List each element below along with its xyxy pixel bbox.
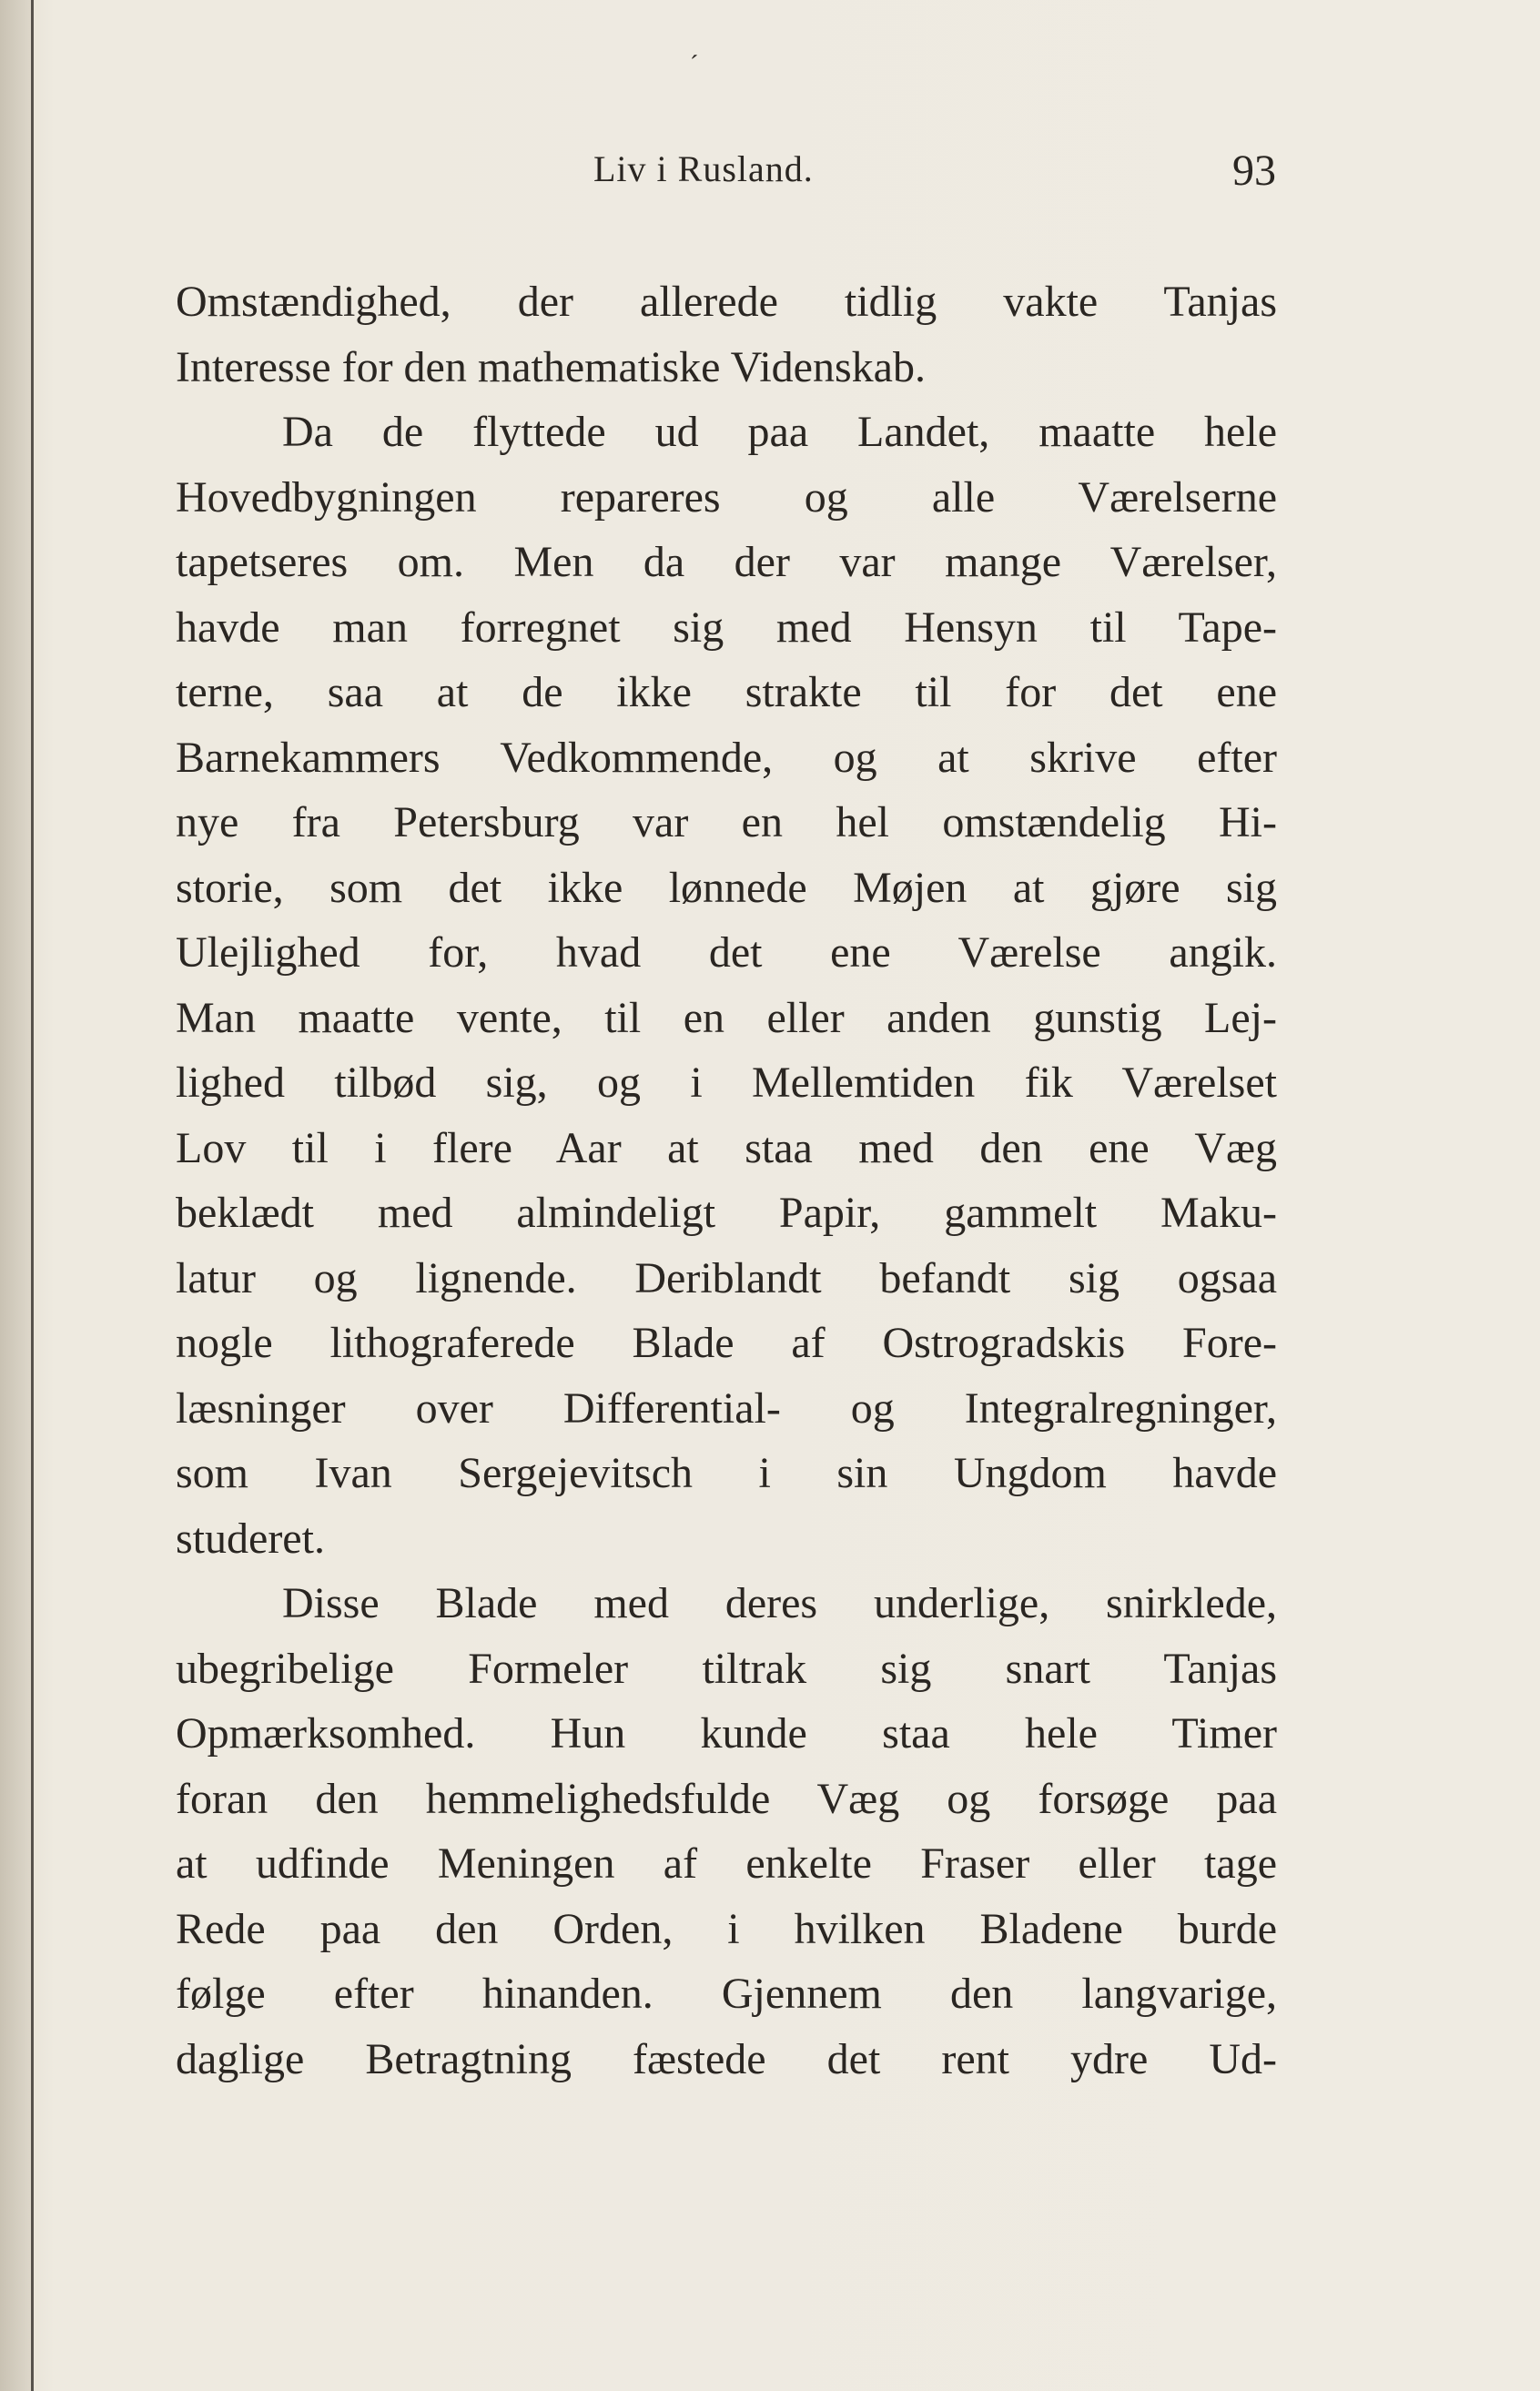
text-line: ubegribelige Formeler tiltrak sig snart Tanjas <box>176 1644 1277 1693</box>
text-line: Opmærksomhed. Hun kunde staa hele Timer <box>176 1709 1277 1758</box>
text-line: terne, saa at de ikke strakte til for det ene <box>176 668 1277 716</box>
text-line: Barnekammers Vedkommende, og at skrive efter <box>176 733 1277 782</box>
text-line: som Ivan Sergejevitsch i sin Ungdom havde <box>176 1449 1277 1497</box>
text-line: Omstændighed, der allerede tidlig vakte Tanjas <box>176 278 1277 326</box>
text-line: Hovedbygningen repareres og alle Værelserne <box>176 472 1277 522</box>
text-line: følge efter hinanden. Gjennem den langvarige, <box>176 1970 1277 2018</box>
text-line: Man maatte vente, til en eller anden gunstig Lej- <box>176 993 1277 1042</box>
text-line: latur og lignende. Deriblandt befandt sig ogsaa <box>176 1253 1277 1302</box>
body-text <box>176 269 1277 2092</box>
spine-shadow <box>0 0 31 2391</box>
text-line: studeret. <box>176 1514 325 1563</box>
running-head: Liv i Rusland. <box>593 148 814 189</box>
text-line: tapetseres om. Men da der var mange Værelser, <box>176 538 1277 586</box>
text-line: storie, som det ikke lønnede Møjen at gjøre sig <box>176 863 1277 912</box>
spine-edge <box>31 0 34 2391</box>
text-line: Rede paa den Orden, i hvilken Bladene burde <box>176 1904 1277 1953</box>
text-line: havde man forregnet sig med Hensyn til Tape- <box>176 603 1277 652</box>
text-line: lighed tilbød sig, og i Mellemtiden fik Værelset <box>176 1059 1277 1107</box>
ink-speck: ˊ <box>690 51 699 79</box>
text-line: daglige Betragtning fæstede det rent ydre Ud- <box>176 2034 1277 2083</box>
text-line: at udfinde Meningen af enkelte Fraser eller tage <box>176 1839 1277 1888</box>
text-line: Disse Blade med deres underlige, snirklede, <box>282 1579 1277 1627</box>
text-line: nogle lithograferede Blade af Ostrogradskis Fore- <box>176 1319 1277 1367</box>
text-line: beklædt med almindeligt Papir, gammelt Maku- <box>176 1189 1277 1237</box>
text-line: Ulejlighed for, hvad det ene Værelse angik. <box>176 928 1277 977</box>
text-line: foran den hemmelighedsfulde Væg og forsøge paa <box>176 1774 1277 1823</box>
text-line: læsninger over Differential- og Integralregninger, <box>176 1383 1277 1433</box>
text-line: Da de flyttede ud paa Landet, maatte hele <box>282 408 1277 456</box>
text-line: nye fra Petersburg var en hel omstændelig Hi- <box>176 798 1277 846</box>
text-line: Lov til i flere Aar at staa med den ene Væg <box>176 1123 1277 1172</box>
text-line: Interesse for den mathematiske Videnskab. <box>176 342 926 391</box>
page-number: 93 <box>1232 147 1276 195</box>
